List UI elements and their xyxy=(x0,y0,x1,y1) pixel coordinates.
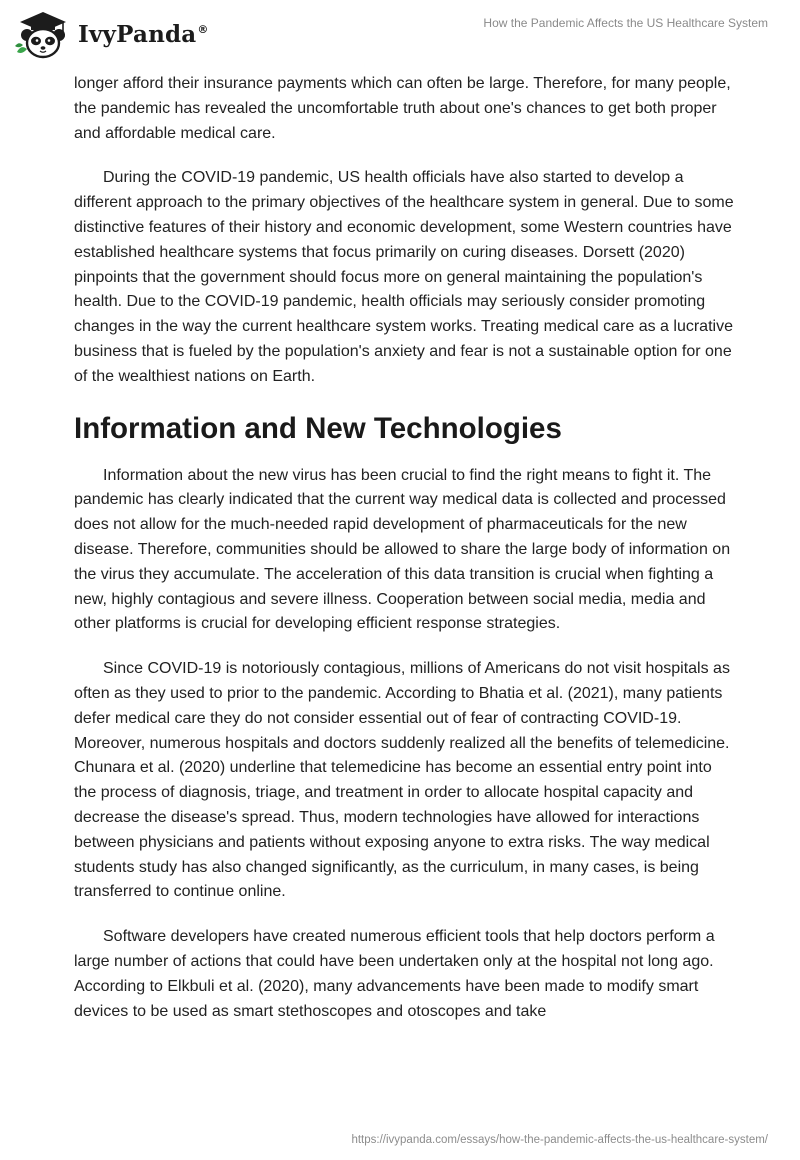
paragraph: During the COVID-19 pandemic, US health officials have also started to develop a different approach to the primary objectives of the healthcare system in general. Due to some distinctive features of their history and economic development, some Western countries have established healthcare systems that focus primarily on curing diseases. Dorsett (2020) pinpoints that the government should focus more on general maintaining the population's health. Due to the COVID-19 pandemic, health officials may seriously consider promoting changes in the way the current healthcare system works. Treating medical care as a lucrative business that is fueled by the population's anxiety and fear is not a sustainable option for one of the wealthiest nations on Earth. xyxy=(74,169,734,385)
section-heading: Information and New Technologies xyxy=(74,411,562,445)
page-header xyxy=(0,0,800,70)
brand-name: IvyPanda® xyxy=(78,20,209,48)
paragraph: Information about the new virus has been crucial to find the right means to fight it. The pandemic has clearly indicated that the current way medical data is collected and processed does not allow for the much-needed rapid development of pharmaceuticals for the new disease. Therefore, communities should be allowed to share the large body of information on the virus they accumulate. The acceleration of this data transition is crucial when fighting a new, highly contagious and severe illness. Cooperation between social media, media and other platforms is crucial for developing efficient response strategies. xyxy=(74,466,731,633)
paragraph: Software developers have created numerous efficient tools that help doctors perform a large number of actions that could have been undertaken only at the hospital not long ago. According to Elkbuli et al. (2020), many advancements have been made to modify smart devices to be used as smart stethoscopes and otoscopes and take xyxy=(74,928,715,1020)
paragraph: longer afford their insurance payments which can often be large. Therefore, for many people, the pandemic has revealed the uncomfortable truth about one's chances to get both proper and affordable medical care. xyxy=(74,75,731,142)
registered-mark: ® xyxy=(197,22,209,36)
panda-graduate-icon xyxy=(14,8,72,60)
document-title: How the Pandemic Affects the US Healthcare System xyxy=(483,16,768,30)
paragraph: Since COVID-19 is notoriously contagious, millions of Americans do not visit hospitals as often as they used to prior to the pandemic. According to Bhatia et al. (2021), many patients defer medical care they do not consider essential out of fear of contracting COVID-19. Moreover, numerous hospitals and doctors suddenly realized all the benefits of telemedicine. Chunara et al. (2020) underline that telemedicine has become an essential entry point into the process of diagnosis, triage, and treatment in order to allocate hospital capacity and decrease the disease's spread. Thus, modern technologies have allowed for interactions between physicians and patients without exposing anyone to extra risks. The way medical students study has also changed significantly, as the curriculum, in many cases, is being transferred to continue online. xyxy=(74,660,730,901)
article-body xyxy=(74,72,734,1044)
source-url-link[interactable]: https://ivypanda.com/essays/how-the-pandemic-affects-the-us-healthcare-system/ xyxy=(351,1134,768,1146)
brand-logo[interactable] xyxy=(14,8,209,60)
